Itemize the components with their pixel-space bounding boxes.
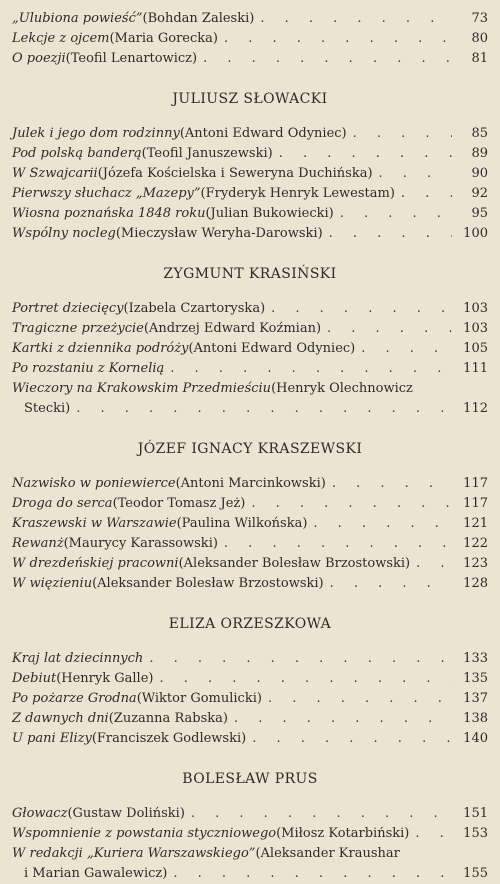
toc-entry — [12, 379, 488, 399]
leader-dots — [334, 204, 452, 224]
toc-entry — [12, 299, 488, 319]
entry-author: (Henryk Olechnowicz — [271, 381, 413, 396]
leader-dots — [324, 574, 452, 594]
page-number: 90 — [471, 166, 488, 181]
page-number: 140 — [463, 731, 488, 746]
entry-author: (Izabela Czartoryska) — [123, 301, 266, 316]
entry-author: (Maurycy Karassowski) — [63, 536, 218, 551]
entry-author: (Andrzej Edward Koźmian) — [143, 321, 322, 336]
leader-dots — [228, 709, 452, 729]
page-number: 123 — [463, 556, 488, 571]
entry-title: Po rozstaniu z Kornelią — [12, 361, 165, 376]
page-number: 92 — [471, 186, 488, 201]
entry-title: „Ulubiona powieść” — [12, 11, 143, 26]
section-heading: JÓZEF IGNACY KRASZEWSKI — [137, 441, 363, 457]
leader-dots — [273, 144, 452, 164]
page-number: 117 — [463, 476, 488, 491]
toc-entry — [12, 144, 488, 164]
leader-dots — [246, 729, 452, 749]
entry-author-continued: i Marian Gawalewicz) — [24, 866, 168, 881]
entry-author-continued: Stecki) — [24, 401, 71, 416]
toc-entry — [12, 514, 488, 534]
toc-entry — [12, 29, 488, 49]
leader-dots — [197, 49, 452, 69]
toc-entry — [12, 49, 488, 69]
toc-section — [12, 616, 488, 749]
leader-dots — [143, 649, 452, 669]
entry-author: (Fryderyk Henryk Lewestam) — [200, 186, 395, 201]
entry-author: (Aleksander Bolesław Brzostowski) — [92, 576, 324, 591]
entry-title: Lekcje z ojcem — [12, 31, 110, 46]
page-number: 85 — [471, 126, 488, 141]
leader-dots — [70, 399, 452, 419]
toc-entry — [12, 729, 488, 749]
page-number: 112 — [463, 401, 488, 416]
entry-author: (Antoni Edward Odyniec) — [179, 126, 347, 141]
entry-title: Nazwisko w poniewierce — [12, 476, 176, 491]
entry-author: (Aleksander Bolesław Brzostowski) — [178, 556, 411, 571]
toc-entry — [12, 689, 488, 709]
entry-author: (Antoni Edward Odyniec) — [188, 341, 356, 356]
leader-dots — [347, 124, 452, 144]
entry-title: O poezji — [12, 51, 66, 66]
page-number: 103 — [463, 321, 488, 336]
page-number: 138 — [463, 711, 488, 726]
toc-section — [12, 441, 488, 594]
page-number: 103 — [463, 301, 488, 316]
entry-title: Kraj lat dziecinnych — [12, 651, 144, 666]
entry-author: (Wiktor Gomulicki) — [136, 691, 262, 706]
entry-title: Pod polską banderą — [12, 146, 142, 161]
toc-entry-continuation — [12, 864, 488, 884]
entry-author: (Teodor Tomasz Jeż) — [112, 496, 246, 511]
toc-entry — [12, 474, 488, 494]
page-number: 137 — [463, 691, 488, 706]
toc-entry — [12, 494, 488, 514]
entry-title: Wieczory na Krakowskim Przedmieściu — [12, 381, 272, 396]
leader-dots — [218, 534, 452, 554]
leader-dots — [164, 359, 452, 379]
leader-dots — [355, 339, 452, 359]
entry-author: (Paulina Wilkońska) — [176, 516, 308, 531]
entry-author: (Henryk Galle) — [56, 671, 154, 686]
entry-title: Głowacz — [12, 806, 68, 821]
leader-dots — [409, 824, 452, 844]
toc-entry — [12, 9, 488, 29]
entry-title: Kraszewski w Warszawie — [12, 516, 177, 531]
section-heading: JULIUSZ SŁOWACKI — [172, 91, 328, 107]
toc-section — [12, 266, 488, 419]
toc-entry — [12, 339, 488, 359]
page-number: 128 — [463, 576, 488, 591]
toc-entry — [12, 204, 488, 224]
page-number: 117 — [463, 496, 488, 511]
leader-dots — [307, 514, 452, 534]
toc-entry — [12, 224, 488, 244]
section-heading: ELIZA ORZESZKOWA — [168, 616, 332, 632]
toc-entry — [12, 319, 488, 339]
entry-author: (Józefa Kościelska i Seweryna Duchińska) — [97, 166, 373, 181]
entry-title: Portret dziecięcy — [12, 301, 124, 316]
leader-dots — [254, 9, 452, 29]
toc-section — [12, 91, 488, 244]
page-number: 133 — [463, 651, 488, 666]
entry-title: W redakcji „Kuriera Warszawskiego” — [12, 846, 256, 861]
entry-title: Wiosna poznańska 1848 roku — [12, 206, 206, 221]
toc-section — [12, 9, 488, 69]
toc-entry — [12, 804, 488, 824]
entry-author: (Zuzanna Rabska) — [108, 711, 228, 726]
entry-title: Kartki z dziennika podróży — [12, 341, 189, 356]
leader-dots — [323, 224, 452, 244]
page-number: 151 — [463, 806, 488, 821]
leader-dots — [153, 669, 452, 689]
section-heading: ZYGMUNT KRASIŃSKI — [163, 266, 337, 282]
toc-entry — [12, 554, 488, 574]
toc-entry — [12, 184, 488, 204]
entry-title: W Szwajcarii — [12, 166, 98, 181]
toc-entry-continuation — [12, 399, 488, 419]
entry-title: W drezdeńskiej pracowni — [12, 556, 179, 571]
entry-title: Debiut — [12, 671, 57, 686]
entry-author: (Antoni Marcinkowski) — [175, 476, 326, 491]
toc-section — [12, 771, 488, 884]
entry-author: (Franciszek Godlewski) — [91, 731, 247, 746]
entry-title: Po pożarze Grodna — [12, 691, 137, 706]
toc-entry — [12, 669, 488, 689]
section-heading: BOLESŁAW PRUS — [182, 771, 318, 787]
entry-title: Z dawnych dni — [12, 711, 109, 726]
toc-entry — [12, 844, 488, 864]
entry-author: (Miłosz Kotarbiński) — [276, 826, 410, 841]
entry-title: Wspólny nocleg — [12, 226, 116, 241]
entry-title: U pani Elizy — [12, 731, 92, 746]
leader-dots — [410, 554, 452, 574]
toc-entry — [12, 574, 488, 594]
leader-dots — [265, 299, 452, 319]
page-number: 135 — [463, 671, 488, 686]
entry-title: Tragiczne przeżycie — [12, 321, 144, 336]
toc-entry — [12, 124, 488, 144]
entry-title: W więzieniu — [12, 576, 93, 591]
page-number: 100 — [463, 226, 488, 241]
toc-entry — [12, 709, 488, 729]
page-number: 80 — [471, 31, 488, 46]
entry-title: Pierwszy słuchacz „Mazepy” — [12, 186, 201, 201]
leader-dots — [218, 29, 452, 49]
leader-dots — [326, 474, 452, 494]
page-number: 155 — [463, 866, 488, 881]
toc-entry — [12, 534, 488, 554]
entry-title: Julek i jego dom rodzinny — [12, 126, 180, 141]
entry-title: Wspomnienie z powstania styczniowego — [12, 826, 277, 841]
page-number: 95 — [471, 206, 488, 221]
entry-title: Droga do serca — [12, 496, 113, 511]
leader-dots — [245, 494, 452, 514]
leader-dots — [167, 864, 452, 884]
entry-author: (Teofil Januszewski) — [141, 146, 273, 161]
leader-dots — [185, 804, 452, 824]
page-number: 111 — [463, 361, 488, 376]
toc-entry — [12, 164, 488, 184]
page-number: 121 — [463, 516, 488, 531]
leader-dots — [395, 184, 452, 204]
page-number: 153 — [463, 826, 488, 841]
entry-author: (Teofil Lenartowicz) — [65, 51, 198, 66]
toc-entry — [12, 649, 488, 669]
entry-author: (Julian Bukowiecki) — [205, 206, 334, 221]
toc-entry — [12, 824, 488, 844]
page-number: 81 — [471, 51, 488, 66]
page-number: 122 — [463, 536, 488, 551]
leader-dots — [373, 164, 452, 184]
entry-author: (Gustaw Doliński) — [67, 806, 185, 821]
page-number: 73 — [471, 11, 488, 26]
entry-author: (Maria Gorecka) — [109, 31, 218, 46]
entry-author: (Bohdan Zaleski) — [142, 11, 255, 26]
entry-author: (Aleksander Kraushar — [255, 846, 400, 861]
entry-author: (Mieczysław Weryha-Darowski) — [115, 226, 323, 241]
leader-dots — [262, 689, 452, 709]
toc-entry — [12, 359, 488, 379]
leader-dots — [321, 319, 452, 339]
page-number: 89 — [471, 146, 488, 161]
page-number: 105 — [463, 341, 488, 356]
entry-title: Rewanż — [12, 536, 64, 551]
